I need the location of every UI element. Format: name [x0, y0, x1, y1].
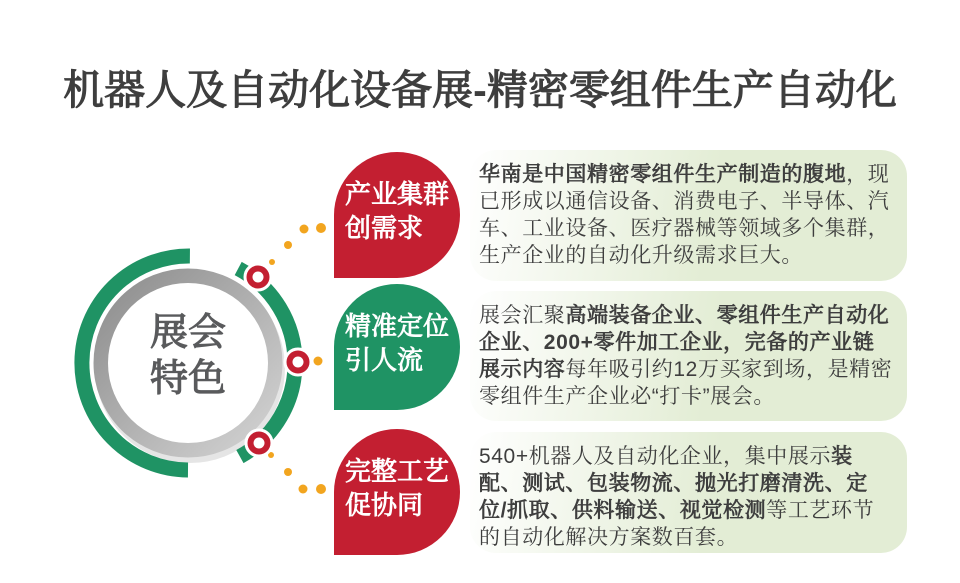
marker-icon [245, 264, 271, 290]
feature-tag-label-line2: 引人流 [345, 345, 424, 375]
hub-label-line2: 特色 [149, 358, 226, 400]
feature-tag-label-line2: 创需求 [345, 213, 424, 243]
feature-tag-label-line1: 产业集群 [345, 179, 450, 209]
desc-segment: 等工艺环节的自动化解决方案数百套。 [479, 499, 875, 549]
marker-icon [285, 349, 311, 375]
desc-bold-segment: 高端装备企业、零组件生产自动化企业、200+零件加工企业，完备的产业链展示内容 [479, 304, 890, 381]
desc-bold-segment: 华南是中国精密零组件生产制造的腹地 [479, 163, 847, 186]
dotted-trail-middle [314, 357, 323, 366]
desc-bold-segment: 装配、测试、包装物流、抛光打磨清洗、定位/抓取、供料输送、视觉检测 [479, 445, 868, 522]
desc-segment: 展会汇聚 [479, 304, 566, 327]
feature-description [470, 150, 907, 281]
feature-tag-label-line1: 精准定位 [345, 311, 450, 341]
desc-segment: 每年吸引约12万买家到场，是精密零组件生产企业必“打卡”展会。 [479, 358, 893, 408]
feature-tag-bubble [334, 152, 460, 278]
feature-tag-bubble [334, 429, 460, 555]
feature-tag-label-line2: 促协同 [345, 490, 424, 520]
dotted-trail-bottom [268, 452, 326, 494]
feature-description [470, 432, 907, 553]
hub-label-line1: 展会 [149, 312, 226, 354]
page-title: 机器人及自动化设备展-精密零组件生产自动化 [63, 67, 897, 113]
feature-description [470, 291, 907, 421]
feature-tag-bubble [334, 284, 460, 410]
desc-segment: 540+机器人及自动化企业，集中展示 [479, 445, 832, 468]
feature-tag-label-line1: 完整工艺 [345, 456, 450, 486]
desc-segment: ，现已形成以通信设备、消费电子、半导体、汽车、工业设备、医疗器械等领域多个集群，生产企业的自动化升级需求巨大。 [479, 163, 890, 267]
dotted-trail-top [269, 223, 326, 265]
hub-label [108, 310, 268, 402]
marker-icon [246, 430, 272, 456]
